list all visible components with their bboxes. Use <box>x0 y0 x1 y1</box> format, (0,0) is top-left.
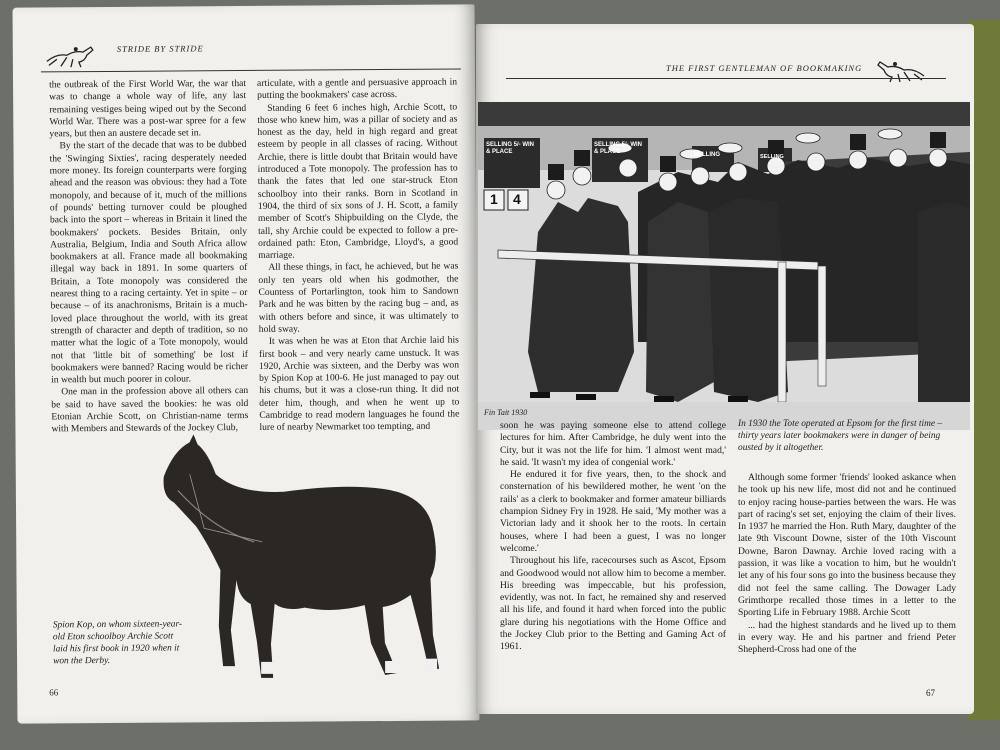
paragraph: ... had the highest standards and he lived up to them in every way. He and his partner and friend Peter Shepherd-Cross had one of the <box>738 619 956 656</box>
illustration-caption: In 1930 the Tote operated at Epsom for the first time – thirty years later bookmakers were in danger of being ousted by it altogether. <box>738 419 943 453</box>
tote-number: 4 <box>513 191 521 207</box>
left-column-2 <box>257 77 459 435</box>
tote-sign: SELLING 5/- WIN & PLACE <box>594 142 642 155</box>
tote-sign: SELLING 5/- WIN & PLACE <box>486 142 534 155</box>
galloping-horse-icon <box>43 41 101 69</box>
left-page <box>13 4 480 723</box>
page-number: 67 <box>926 688 935 698</box>
running-head: THE FIRST GENTLEMAN OF BOOKMAKING <box>666 63 863 73</box>
paragraph: articulate, with a gentle and persuasive approach in putting the bookmakers' case across. <box>257 76 458 102</box>
tote-number: 1 <box>490 191 498 207</box>
paragraph: One man in the profession above all others can be said to have saved the bookies: he was old Etonian Archie Scott, on Christian-name terms with Members and Stewards of the Jockey Club, <box>51 385 249 435</box>
tote-illustration <box>478 102 970 430</box>
paragraph: soon he was paying someone else to attend college lectures for him. After Cambridge, he duly went into the City, but it was not the life for him. 'I almost went mad,' he said. 'It wasn't my idea of congenial work.' <box>500 420 726 468</box>
paragraph: All these things, in fact, he achieved, but he was only ten years old when his godmother, the Countess of Portarlington, took him to Sandown Park and he was bitten by the racing bug – and, as with others before and since, it was ultimately to hold sway. <box>258 260 459 335</box>
photo-caption: Spion Kop, on whom sixteen-year-old Eton schoolboy Archie Scott laid his first book in 1920 when it won the Derby. <box>52 619 183 667</box>
paragraph: Throughout his life, racecourses such as Ascot, Epsom and Goodwood would not allow him to become a member. His breeding was impeccable, but his profession, evidently, was not. In fact, he remained shy and reserved all his life, and found it hard when forced into the public glare during his negotiations with the Home Office and the Jockey Club prior to the Betting and Gaming Act of 1961. <box>500 555 726 653</box>
right-column-2 <box>738 472 956 656</box>
header-rule <box>506 78 946 79</box>
paragraph: It was when he was at Eton that Archie laid his first book – and very nearly came unstuck. It was 1920, Archie was sixteen, and the Derby was won by Spion Kop at 100-6. He just managed to pay out his chums, but it was a close-run thing. It did not deter him, though, and when he went up to Cambridge to read modern languages he found the lure of nearby Newmarket too tempting, and <box>258 334 460 434</box>
galloping-horse-icon <box>870 56 928 84</box>
right-page <box>476 24 974 714</box>
running-head: STRIDE BY STRIDE <box>116 43 204 54</box>
tote-sign: SELLING <box>760 154 784 160</box>
artist-signature: Fin Tait 1930 <box>484 408 528 417</box>
paragraph: the outbreak of the First World War, the war that was to change a whole way of life, any last remaining vestiges being wiped out by the Second World War. There was a post-war spree for a few years, but then an austere decade set in. <box>49 77 247 140</box>
right-column-1 <box>500 420 726 654</box>
tote-sign: SELLING <box>694 152 721 158</box>
left-column-1 <box>49 78 248 436</box>
page-number: 66 <box>49 687 59 698</box>
paragraph: By the start of the decade that was to be dubbed the 'Swinging Sixties', racing desperately needed more money. Its foreign counterparts were forging ahead and the reason was obvious: they had a Tote monopoly, and because of it, much of the millions of pounds' betting turnover could be ploughed back into the sport – whereas in Britain it lined the bookmakers' pockets. Besides Britain, only Australia, Belgium, India and South Africa allow bookmakers at all. France made all bookmaking illegal way back in 1891. In some quarters of Britain, a Tote monopoly was considered the nearest thing to a racing certainty. Yet in spite – or because – of its anachronisms, Britain is a much-loved place throughout the world, with its great strength of character and depth of tradition, so no matter what the logic of a Tote monopoly, would not that 'little bit of something' be lost if bookmakers were banned? Racing would be richer in wealth but much poorer in colour. <box>49 139 249 386</box>
paragraph: Standing 6 feet 6 inches high, Archie Scott, to those who knew him, was a pillar of society and as honest as the day, held in high regard and great esteem by people in all classes of racing. Without Archie, there is little doubt that Britain would have introduced a Tote monopoly. The profession has to thank the fates that led one star-struck Eton schoolboy into their ranks. Born in Scotland in 1904, the third of six sons of J. H. Scott, a family member of Scott's Shipbuilding on the Clyde, the tall, shy Archie could be expected to follow a pre-ordained path: Eton, Cambridge, Lloyd's, a good marriage. <box>257 101 459 262</box>
header-rule <box>41 68 461 72</box>
paragraph: Although some former 'friends' looked askance when he took up his new life, most did not and he continued to enjoy racing house-parties between the wars. He was part of racing's set set, enjoying the claim of their lives. In 1937 he married the Hon. Ruth Mary, daughter of the late 9th Viscount Downe, sister of the 10th Viscount Downe, Baron Dawnay. Archie loved racing with a passion, it was like a vocation to him, but he wouldn't let any of his four sons go into the business because they did not feel the same calling. The Dowager Lady Grimthorpe recalled those times in a letter to the Sporting Life in February 1988. Archie Scott <box>738 472 956 619</box>
paragraph: He endured it for five years, then, to the shock and consternation of his bewildered mother, he went 'on the rails' as a clerk to bookmaker and former amateur billiards champion Sidney Fry in 1928. He said, 'My mother was a Victorian lady and it shook her to the roots. In certain houses, where I had been a guest, I was no longer welcome.' <box>500 469 726 554</box>
